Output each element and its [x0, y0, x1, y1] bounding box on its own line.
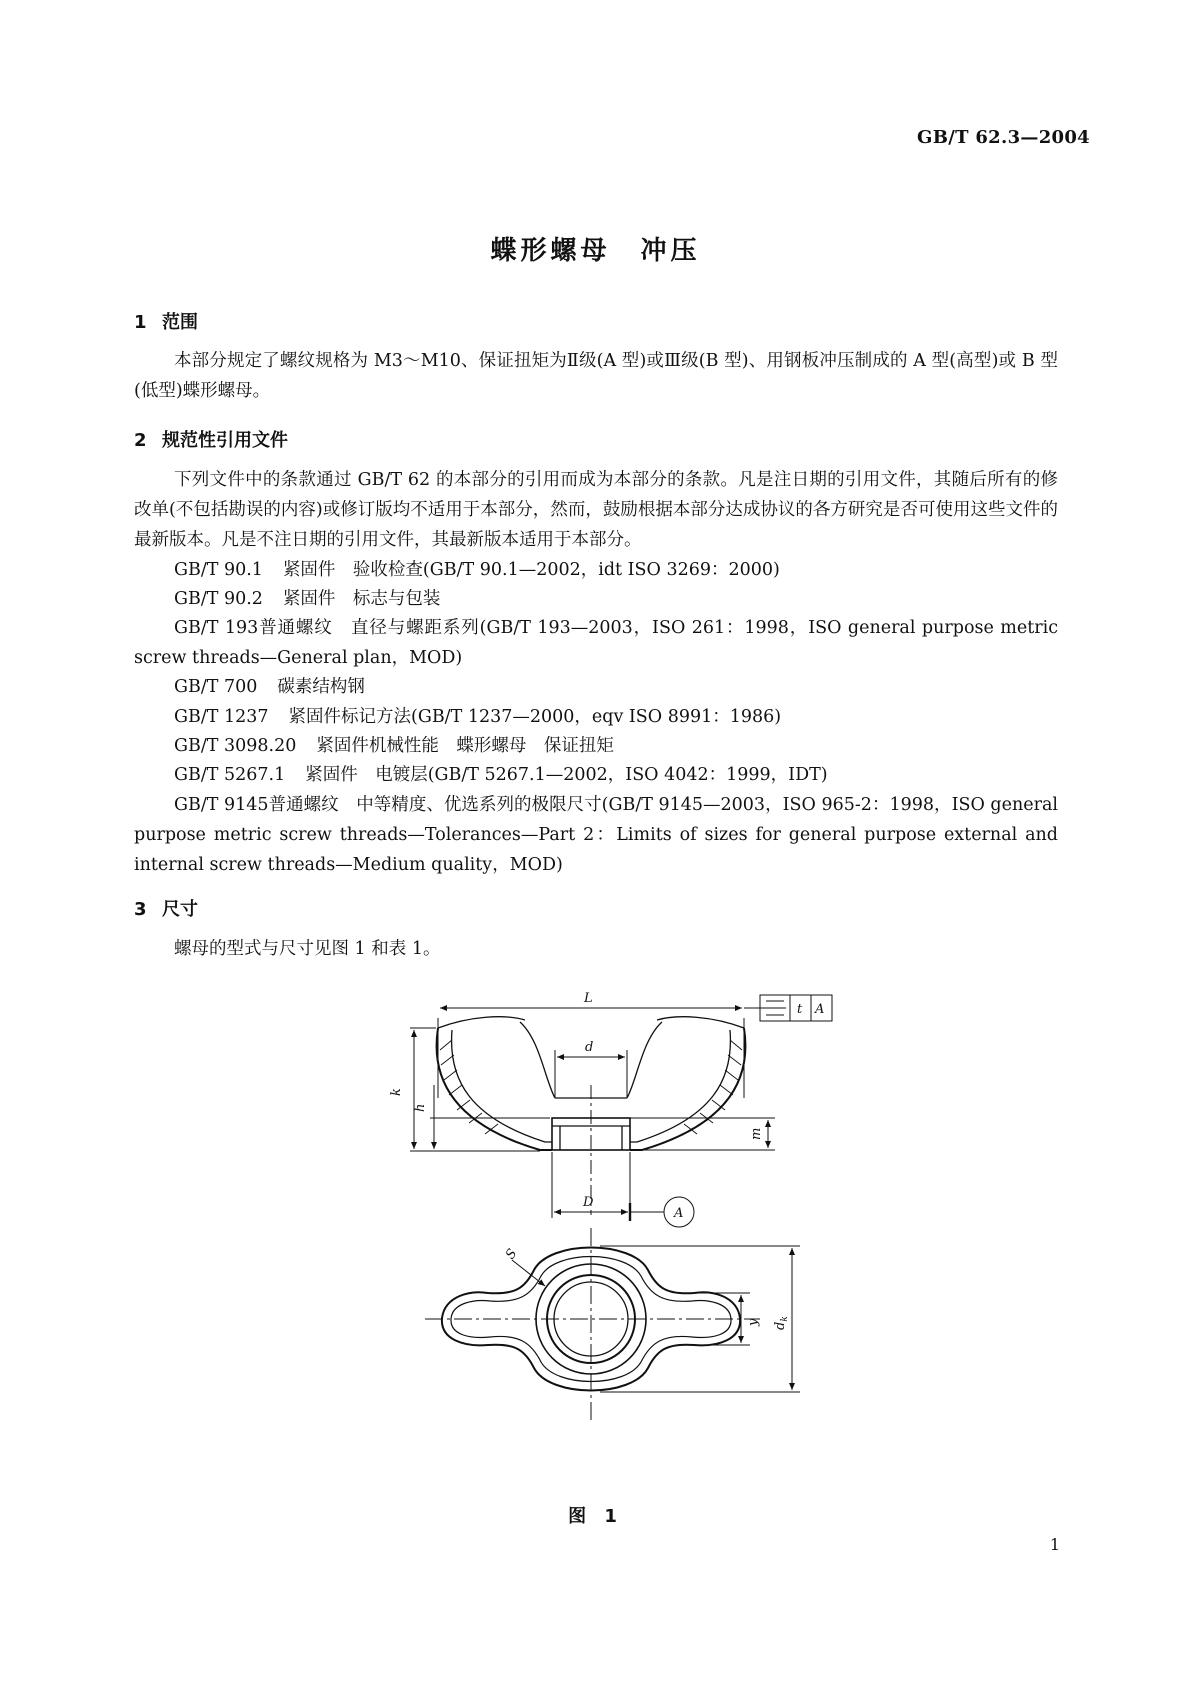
- section-2-number: 2: [134, 430, 147, 451]
- top-view: [425, 1228, 760, 1420]
- reference-title: 紧固件标记方法(GB/T 1237—2000，eqv ISO 8991：1986): [288, 707, 782, 727]
- dimension-label-D: D: [583, 1195, 594, 1210]
- page-number: 1: [1049, 1535, 1060, 1554]
- section-1-paragraph: 本部分规定了螺纹规格为 M3～M10、保证扭矩为Ⅱ级(A 型)或Ⅲ级(B 型)、用钢板冲压制成的 A 型(高型)或 B 型(低型)蝶形螺母。: [134, 351, 1058, 401]
- reference-title: 普通螺纹 直径与螺距系列(GB/T 193—2003，ISO 261：1998，ISO general purpose metric screw threads—General plan，MOD): [134, 618, 1059, 668]
- section-3-title: 尺寸: [162, 899, 198, 920]
- dimension-label-d: d: [585, 1040, 594, 1055]
- reference-title: 碳素结构钢: [277, 677, 365, 697]
- section-1-title: 范围: [162, 312, 198, 333]
- dimension-label-dk: [773, 1316, 790, 1330]
- dimension-label-L: L: [584, 991, 593, 1006]
- section-2-paragraph: 下列文件中的条款通过 GB/T 62 的本部分的引用而成为本部分的条款。凡是注日期的引用文件，其随后所有的修改单(不包括勘误的内容)或修订版均不适用于本部分，然而，鼓励根据本部分达成协议的各方研究是否可使用这些文件的最新版本。凡是不注日期的引用文件，其最新版本适用于本部分。: [134, 470, 1058, 550]
- datum-label: A: [674, 1206, 684, 1221]
- section-3-number: 3: [134, 899, 147, 920]
- reference-title: 紧固件 验收检查(GB/T 90.1—2002，idt ISO 3269：2000): [282, 560, 780, 580]
- reference-code: GB/T 5267.1: [174, 765, 286, 785]
- reference-title: 紧固件 标志与包装: [282, 589, 441, 609]
- tolerance-datum: A: [815, 1002, 825, 1017]
- side-view-dimensions: [410, 995, 832, 1227]
- dimension-label-S: S: [502, 1246, 521, 1263]
- dk-main: d: [773, 1321, 788, 1330]
- dk-subscript: k: [780, 1316, 790, 1322]
- dimension-label-h: h: [413, 1103, 428, 1112]
- document-title: 蝶形螺母 冲压: [490, 236, 701, 266]
- reference-code: GB/T 90.2: [174, 589, 263, 609]
- reference-code: GB/T 3098.20: [174, 736, 297, 756]
- tolerance-symbol: t: [797, 1002, 803, 1017]
- reference-code: GB/T 193: [174, 618, 259, 638]
- reference-code: GB/T 90.1: [174, 560, 263, 580]
- reference-title: 紧固件机械性能 蝶形螺母 保证扭矩: [316, 736, 614, 756]
- section-1-number: 1: [134, 312, 147, 333]
- figure-caption: 图 1: [568, 1506, 623, 1527]
- dimension-label-y: y: [746, 1318, 761, 1326]
- reference-code: GB/T 9145: [174, 795, 269, 815]
- reference-title: 普通螺纹 中等精度、优选系列的极限尺寸(GB/T 9145—2003，ISO 965-2：1998，ISO general purpose metric screw threads—Tolerances—Part 2：Limits of sizes for general purpose external and internal screw threads—Medium quality，MOD): [134, 795, 1058, 875]
- reference-code: GB/T 1237: [174, 707, 269, 727]
- dimension-label-m: m: [749, 1127, 764, 1140]
- section-3-paragraph: 螺母的型式与尺寸见图 1 和表 1。: [174, 939, 441, 959]
- reference-title: 紧固件 电镀层(GB/T 5267.1—2002，ISO 4042：1999，IDT): [305, 765, 828, 785]
- standard-number: GB/T 62.3—2004: [917, 127, 1090, 148]
- side-view-labels: [389, 991, 824, 1221]
- dimension-label-k: k: [389, 1088, 404, 1096]
- section-2-title: 规范性引用文件: [162, 430, 288, 451]
- reference-code: GB/T 700: [174, 677, 258, 697]
